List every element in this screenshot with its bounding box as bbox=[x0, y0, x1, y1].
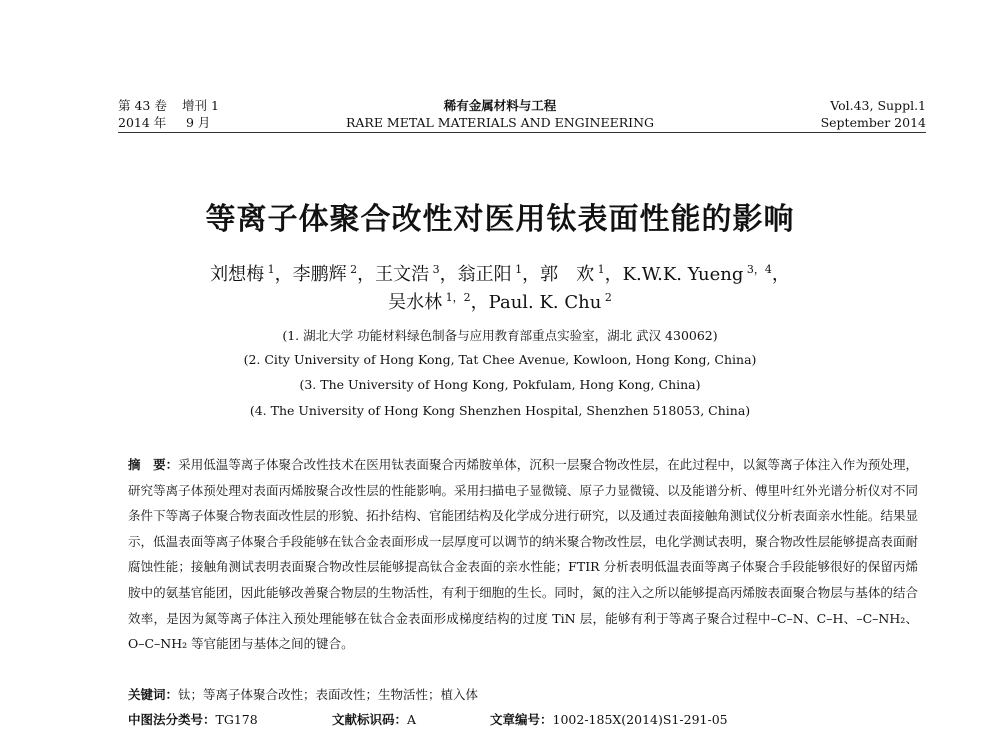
author-separator: ， bbox=[274, 264, 293, 285]
author-separator: ， bbox=[771, 264, 790, 285]
header-volume: 第 43 卷 bbox=[118, 98, 167, 113]
keywords-label: 关键词： bbox=[128, 687, 179, 702]
author-affil-ref: 1 bbox=[594, 263, 605, 276]
doc-value: A bbox=[407, 712, 417, 727]
clc-number bbox=[128, 710, 258, 728]
header-issue: 增刊 1 bbox=[182, 98, 219, 113]
article-label: 文章编号： bbox=[490, 712, 553, 727]
author-separator: ， bbox=[522, 264, 541, 285]
author-name: 王文浩 bbox=[375, 264, 430, 285]
author-affil-ref: 2 bbox=[601, 291, 612, 304]
keywords bbox=[128, 685, 478, 703]
author-affil-ref: 3 bbox=[429, 263, 440, 276]
keywords-text: 钛；等离子体聚合改性；表面改性；生物活性；植入体 bbox=[178, 687, 479, 702]
header-date-en: September 2014 bbox=[820, 115, 926, 130]
abstract-text: 采用低温等离子体聚合改性技术在医用钛表面聚合丙烯胺单体，沉积一层聚合物改性层，在此过程中，以氮等离子体注入作为预处理，研究等离子体预处理对表面丙烯胺聚合改性层的性能影响。采用扫描电子显微镜、原子力显微镜、以及能谱分析、傅里叶红外光谱分析仪对不同条件下等离子体聚合物表面改性层的形貌、拓扑结构、官能团结构及化学成分进行研究，以及通过表面接触角测试仪分析表面亲水性能。结果显示，低温表面等离子体聚合手段能够在钛合金表面形成一层厚度可以调节的纳米聚合物改性层，电化学测试表明，聚合物改性层能够提高表面耐腐蚀性能；接触角测试表明表面聚合物改性层能够提高钛合金表面的亲水性能；FTIR 分析表明低温表面等离子体聚合手段能够很好的保留丙烯胺中的氨基官能团，因此能够改善聚合物层的生物活性，有利于细胞的生长。同时，氮的注入之所以能够提高丙烯胺表面聚合物层与基体的结合效率，是因为氮等离子体注入预处理能够在钛合金表面形成梯度结构的过度 TiN 层，能够有利于等离子聚合过程中–C–N、C–H、–C–NH₂、 O–C–NH₂ 等官能团与基体之间的键合。 bbox=[128, 457, 918, 652]
doc-label: 文献标识码： bbox=[332, 712, 408, 727]
article-value: 1002-185X(2014)S1-291-05 bbox=[552, 712, 728, 727]
paper-title: 等离子体聚合改性对医用钛表面性能的影响 bbox=[205, 202, 795, 237]
author-affil-ref: 1 bbox=[264, 263, 275, 276]
abstract bbox=[128, 452, 918, 657]
author-separator: ， bbox=[357, 264, 376, 285]
author-name: 李鹏辉 bbox=[292, 264, 347, 285]
author-name: Paul. K. Chu bbox=[488, 292, 602, 313]
affiliation-1: (1. 湖北大学 功能材料绿色制备与应用教育部重点实验室，湖北 武汉 430062) bbox=[282, 328, 718, 343]
author-affil-ref: 1 bbox=[511, 263, 523, 276]
author-name: 刘想梅 bbox=[210, 264, 265, 285]
author-line-1 bbox=[0, 260, 1000, 286]
author-separator: ， bbox=[470, 292, 489, 313]
author-affil-ref: 2 bbox=[346, 263, 358, 276]
affiliation-4: (4. The University of Hong Kong Shenzhen Hospital, Shenzhen 518053, China) bbox=[249, 403, 751, 418]
abstract-label: 摘 要： bbox=[128, 457, 179, 472]
article-number bbox=[490, 710, 728, 728]
affiliation-3: (3. The University of Hong Kong, Pokfulam, Hong Kong, China) bbox=[299, 377, 701, 392]
author-separator: ， bbox=[439, 264, 458, 285]
author-name: 翁正阳 bbox=[457, 264, 512, 285]
header-rule bbox=[118, 132, 926, 133]
author-affil-ref: 1，2 bbox=[442, 291, 471, 304]
author-line-2 bbox=[0, 288, 1000, 314]
journal-title-en: RARE METAL MATERIALS AND ENGINEERING bbox=[345, 115, 655, 130]
author-separator: ， bbox=[604, 264, 623, 285]
clc-label: 中图法分类号： bbox=[128, 712, 216, 727]
author-name: 吴水林 bbox=[388, 292, 443, 313]
header-year: 2014 年 bbox=[118, 115, 167, 130]
header-month: 9 月 bbox=[186, 115, 211, 130]
affiliation-2: (2. City University of Hong Kong, Tat Chee Avenue, Kowloon, Hong Kong, China) bbox=[243, 352, 757, 367]
doc-code bbox=[332, 710, 416, 728]
author-name: K.W.K. Yueng bbox=[622, 264, 744, 285]
author-affil-ref: 3，4 bbox=[743, 263, 772, 276]
clc-value: TG178 bbox=[215, 712, 258, 727]
header-vol-en: Vol.43, Suppl.1 bbox=[830, 98, 926, 113]
journal-title-cn: 稀有金属材料与工程 bbox=[443, 98, 557, 113]
author-name: 郭 欢 bbox=[540, 264, 595, 285]
